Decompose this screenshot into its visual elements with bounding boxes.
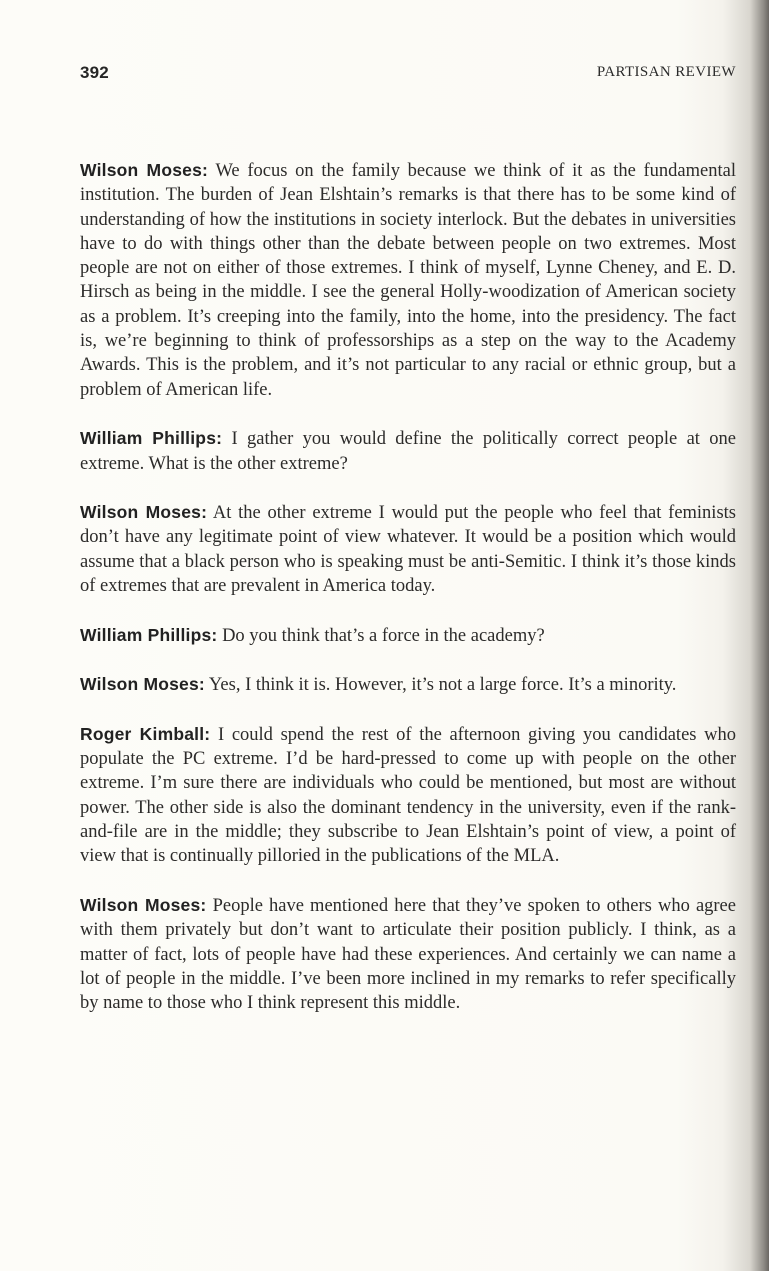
speaker-name: Wilson Moses: [80,160,209,180]
paragraph-text: Do you think that’s a force in the academy? [222,625,545,646]
paragraph [80,158,736,402]
page-number: 392 [80,63,109,82]
paragraph [80,722,736,869]
journal-title: PARTISAN REVIEW [596,64,736,80]
paragraph [80,426,736,476]
paragraph-text: Yes, I think it is. However, it’s not a large force. It’s a minority. [208,675,677,696]
paragraph [80,500,736,598]
paragraph-text: At the other extreme I would put the people who feel that feminists don’t have any legitimate point of view whatever. It would be a position which would assume that a black person who is speaking must be anti-Semitic. I think it’s those kinds of extremes that are prevalent in America today. [80,503,736,597]
paragraph-text: We focus on the family because we think of it as the fundamental institution. The burden of Jean Elshtain’s remarks is that there has to be some kind of understanding of how the institutions in society interlock. But the debates in universities have to do with things other than the debate between people on two extremes. Most people are not on either of those extremes. I think of myself, Lynne Cheney, and E. D. Hirsch as being in the middle. I see the general Holly-woodization of American society as a problem. It’s creeping into the family, into the home, into the presidency. The fact is, we’re beginning to think of professorships as a step on the way to the Academy Awards. This is the problem, and it’s not particular to any racial or ethnic group, but a problem of American life. [80,161,736,400]
transcript-body [80,158,736,1040]
paragraph [80,893,736,1015]
speaker-name: William Phillips: [80,624,218,645]
paragraph [80,623,736,648]
paragraph-text: People have mentioned here that they’ve spoken to others who agree with them privately but don’t want to articulate their position publicly. I think, as a matter of fact, lots of people have had these experiences. And certainly we can name a lot of people in the middle. I’ve been more inclined in my remarks to refer specifically by name to those who I think represent this middle. [80,895,736,1014]
speaker-name: Wilson Moses: [80,894,207,915]
speaker-name: Roger Kimball: [80,723,211,744]
paragraph-text: I gather you would define the politically correct people at one extreme. What is the other extreme? [80,429,736,474]
speaker-name: Wilson Moses: [80,502,208,523]
speaker-name: Wilson Moses: [80,674,205,695]
running-head [80,63,736,85]
paragraph [80,672,736,697]
paragraph-text: I could spend the rest of the afternoon giving you candidates who populate the PC extreme. I’d be hard-pressed to come up with people on the other extreme. I’m sure there are individuals who could be mentioned, but most are without power. The other side is also the dominant tendency in the university, even if the rank-and-file are in the middle; they subscribe to Jean Elshtain’s point of view, a point of view that is continually pilloried in the publications of the MLA. [80,724,737,867]
speaker-name: William Phillips: [80,428,223,449]
